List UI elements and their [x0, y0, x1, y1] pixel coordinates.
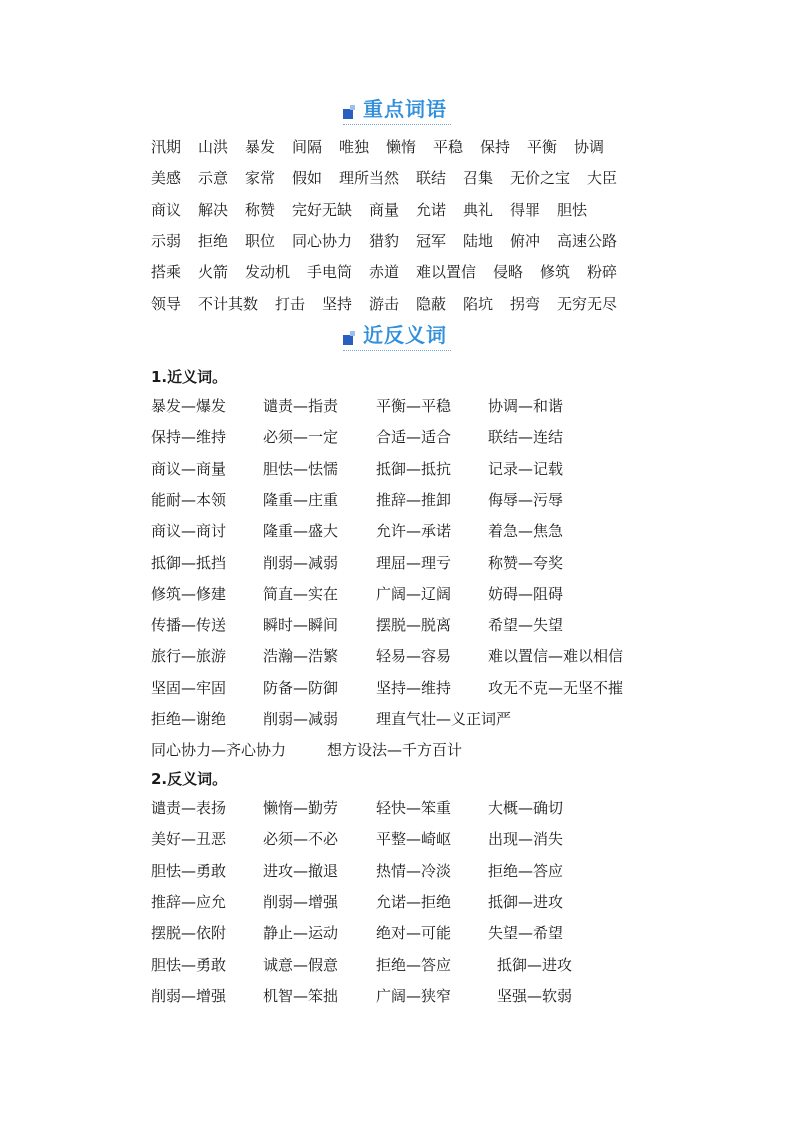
word-item: 拒绝—谢绝 [151, 710, 227, 728]
word-item: 平整—崎岖 [376, 830, 452, 849]
word-item: 猎豹 [369, 231, 400, 250]
word-item: 削弱—减弱 [263, 553, 339, 572]
word-item: 出现—消失 [488, 830, 564, 849]
word-item: 手电筒 [307, 263, 353, 282]
word-item: 必须—一定 [263, 428, 339, 447]
word-item: 理直气壮—义正词严 [376, 710, 512, 728]
word-item: 家常 [245, 169, 276, 188]
word-item: 允诺 [416, 200, 447, 219]
word-item: 拒绝 [198, 231, 229, 250]
word-item: 静止—运动 [263, 924, 339, 943]
word-item: 职位 [245, 231, 276, 250]
word-item: 浩瀚—浩繁 [263, 647, 339, 666]
word-item: 拒绝—答应 [376, 955, 452, 974]
word-item: 抵御—进攻 [488, 892, 564, 911]
word-item: 侮辱—污辱 [488, 490, 564, 509]
word-item: 游击 [369, 294, 400, 313]
word-item: 机智—笨拙 [263, 986, 339, 1005]
word-item: 允诺—拒绝 [376, 892, 452, 911]
synonyms-subheading: 1.近义词。 [151, 368, 228, 386]
word-item: 无价之宝 [510, 169, 571, 188]
word-item: 平衡 [527, 138, 558, 156]
word-item: 希望—失望 [488, 616, 564, 635]
word-item: 摆脱—依附 [151, 924, 227, 943]
word-item: 合适—适合 [376, 428, 452, 447]
word-item: 广阔—辽阔 [376, 584, 452, 603]
word-item: 同心协力 [292, 231, 353, 250]
word-item: 懒惰—勤劳 [263, 799, 339, 817]
word-item: 称赞 [245, 200, 276, 219]
word-item: 允许—承诺 [376, 522, 452, 541]
word-item: 侵略 [493, 263, 524, 282]
word-item: 轻易—容易 [376, 647, 452, 666]
word-item: 谴责—指责 [263, 397, 339, 415]
word-item: 记录—记载 [488, 459, 564, 478]
word-item: 旅行—旅游 [151, 647, 227, 666]
word-item: 想方设法—千方百计 [327, 741, 463, 760]
word-item: 赤道 [369, 263, 400, 282]
word-item: 示弱 [151, 231, 182, 250]
word-item: 绝对—可能 [376, 924, 452, 943]
word-item: 发动机 [245, 263, 291, 282]
word-item: 粉碎 [587, 263, 618, 282]
word-item: 不计其数 [198, 294, 259, 313]
word-item: 简直—实在 [263, 584, 339, 603]
word-item: 平衡—平稳 [376, 397, 452, 415]
synonyms-antonyms-title: 近反义词 [363, 323, 447, 347]
word-item: 保持—维持 [151, 428, 227, 447]
word-item: 隐蔽 [416, 294, 447, 313]
word-item: 隆重—庄重 [263, 490, 339, 509]
word-item: 瞬时—瞬间 [263, 616, 339, 635]
word-item: 联结 [416, 169, 447, 188]
word-item: 商议 [151, 200, 182, 219]
word-item: 坚强—软弱 [497, 986, 573, 1005]
word-item: 修筑—修建 [151, 584, 227, 603]
word-item: 胆怯—勇敢 [151, 955, 227, 974]
word-item: 传播—传送 [151, 616, 227, 635]
word-item: 懒惰 [386, 138, 417, 156]
word-item: 假如 [292, 169, 323, 188]
word-item: 俯冲 [510, 231, 541, 250]
word-item: 难以置信 [416, 263, 477, 282]
word-item: 难以置信—难以相信 [488, 647, 624, 666]
word-item: 搭乘 [151, 263, 182, 282]
word-item: 美好—丑恶 [151, 830, 227, 849]
word-item: 汛期 [151, 138, 182, 156]
antonyms-subheading: 2.反义词。 [151, 770, 228, 788]
word-item: 妨碍—阻碍 [488, 584, 564, 603]
word-item: 山洪 [198, 138, 229, 156]
word-item: 保持 [480, 138, 511, 156]
word-item: 摆脱—脱离 [376, 616, 452, 635]
word-item: 失望—希望 [488, 924, 564, 943]
word-item: 大概—确切 [488, 799, 564, 817]
word-item: 抵御—抵挡 [151, 553, 227, 572]
word-item: 削弱—减弱 [263, 710, 339, 728]
word-item: 能耐—本领 [151, 490, 227, 509]
word-item: 商议—商讨 [151, 522, 227, 541]
word-item: 解决 [198, 200, 229, 219]
word-item: 高速公路 [557, 231, 618, 250]
word-item: 削弱—增强 [263, 892, 339, 911]
word-item: 陷坑 [463, 294, 494, 313]
word-item: 着急—焦急 [488, 522, 564, 541]
word-item: 无穷无尽 [557, 294, 618, 313]
word-item: 隆重—盛大 [263, 522, 339, 541]
word-item: 热情—冷淡 [376, 861, 452, 880]
key-words-heading [0, 97, 794, 125]
word-item: 坚持—维持 [376, 678, 452, 697]
word-item: 典礼 [463, 200, 494, 219]
word-item: 抵御—抵抗 [376, 459, 452, 478]
word-item: 协调—和谐 [488, 397, 564, 415]
word-item: 称赞—夸奖 [488, 553, 564, 572]
word-item: 防备—防御 [263, 678, 339, 697]
word-item: 削弱—增强 [151, 986, 227, 1005]
word-item: 间隔 [292, 138, 323, 156]
key-words-title: 重点词语 [363, 97, 447, 121]
word-item: 暴发—爆发 [151, 397, 227, 415]
square-bullet-icon [343, 105, 357, 119]
word-item: 坚持 [322, 294, 353, 313]
synonyms-antonyms-heading [0, 323, 794, 351]
word-item: 唯独 [339, 138, 370, 156]
word-item: 理所当然 [339, 169, 400, 188]
word-item: 火箭 [198, 263, 229, 282]
word-item: 冠军 [416, 231, 447, 250]
word-item: 美感 [151, 169, 182, 188]
word-item: 拐弯 [510, 294, 541, 313]
word-item: 陆地 [463, 231, 494, 250]
word-item: 平稳 [433, 138, 464, 156]
word-item: 胆怯—怯懦 [263, 459, 339, 478]
word-item: 示意 [198, 169, 229, 188]
word-item: 诚意—假意 [263, 955, 339, 974]
word-item: 完好无缺 [292, 200, 353, 219]
word-item: 打击 [275, 294, 306, 313]
word-item: 领导 [151, 294, 182, 313]
word-item: 理屈—理亏 [376, 553, 452, 572]
word-item: 抵御—进攻 [497, 955, 573, 974]
word-item: 修筑 [540, 263, 571, 282]
word-item: 必须—不必 [263, 830, 339, 849]
word-item: 广阔—狭窄 [376, 986, 452, 1005]
square-bullet-icon [343, 331, 357, 345]
word-item: 暴发 [245, 138, 276, 156]
word-item: 联结—连结 [488, 428, 564, 447]
word-item: 商议—商量 [151, 459, 227, 478]
word-item: 推辞—应允 [151, 892, 227, 911]
word-item: 谴责—表扬 [151, 799, 227, 817]
word-item: 轻快—笨重 [376, 799, 452, 817]
word-item: 胆怯 [557, 200, 588, 219]
word-item: 坚固—牢固 [151, 678, 227, 697]
word-item: 商量 [369, 200, 400, 219]
word-item: 大臣 [587, 169, 618, 188]
word-item: 同心协力—齐心协力 [151, 741, 287, 760]
word-item: 胆怯—勇敢 [151, 861, 227, 880]
word-item: 进攻—撤退 [263, 861, 339, 880]
word-item: 召集 [463, 169, 494, 188]
word-item: 协调 [574, 138, 605, 156]
word-item: 拒绝—答应 [488, 861, 564, 880]
word-item: 推辞—推卸 [376, 490, 452, 509]
word-item: 得罪 [510, 200, 541, 219]
word-item: 攻无不克—无坚不摧 [488, 678, 624, 697]
